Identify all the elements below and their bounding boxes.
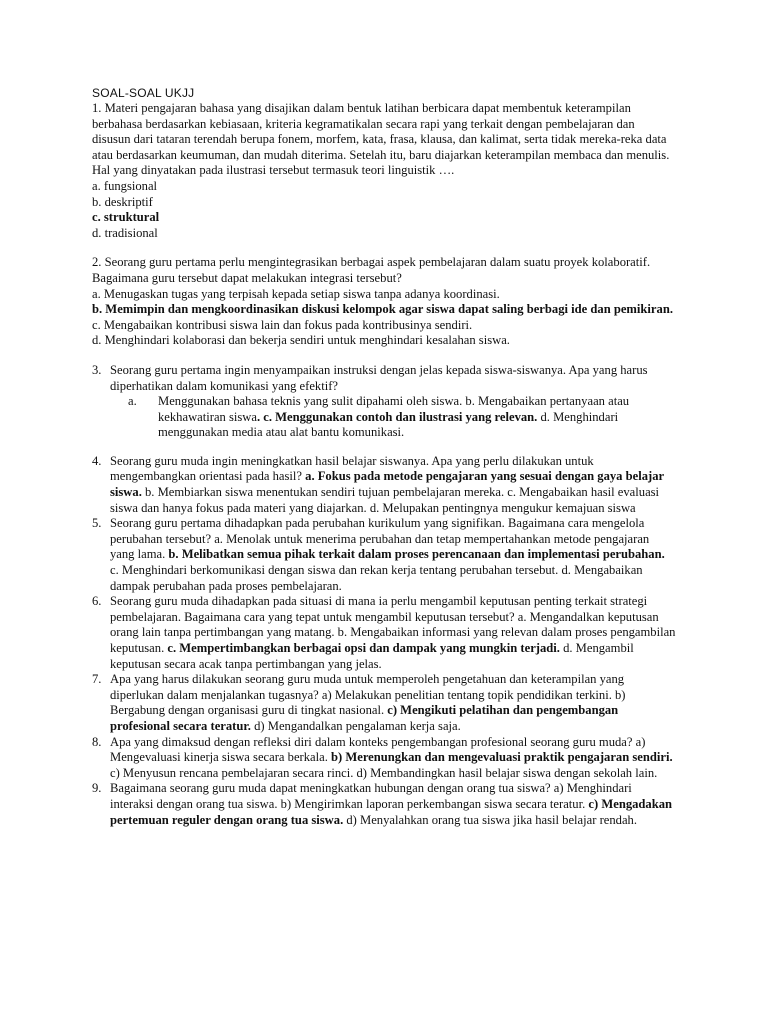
question-7-answer: c) Mengikuti pelatihan dan pengembangan profesional secara teratur.: [110, 703, 619, 733]
question-1-option-d: d. tradisional: [92, 225, 158, 240]
question-1: [92, 101, 676, 241]
question-3-options-text: [158, 394, 676, 441]
question-9-post: d) Menyalahkan orang tua siswa jika hasil belajar rendah.: [343, 812, 637, 827]
question-3: [92, 363, 676, 441]
question-5-answer: b. Melibatkan semua pihak terkait dalam proses perencanaan dan implementasi perubahan.: [168, 547, 665, 562]
question-3-answer: . c. Menggunakan contoh dan ilustrasi yang relevan.: [256, 409, 538, 424]
question-8: [92, 735, 676, 782]
question-5-number: 5.: [92, 516, 102, 531]
question-5-post: c. Menghindari berkomunikasi dengan siswa dan rekan kerja tentang perubahan tersebut. d. Mengabaikan dampak perubahan pada proses pembelajaran.: [110, 563, 643, 593]
question-6-answer: c. Mempertimbangkan berbagai opsi dan dampak yang mungkin terjadi.: [167, 641, 560, 655]
question-5: [92, 516, 676, 594]
question-4-pre: Seorang guru muda ingin meningkatkan hasil belajar siswanya. Apa yang perlu dilakukan untuk mengembangkan orientasi pada hasil?: [110, 453, 594, 484]
question-6-number: 6.: [92, 594, 102, 609]
document-title: SOAL-SOAL UKJJ: [92, 86, 195, 100]
question-4-post: b. Membiarkan siswa menentukan sendiri tujuan pembelajaran mereka. c. Mengabaikan hasil evaluasi siswa dan hanya fokus pada materi yang diajarkan. d. Melupakan pentingnya mengukur kemajuan siswa: [110, 485, 660, 515]
question-2-text: 2. Seorang guru pertama perlu mengintegrasikan berbagai aspek pembelajaran dalam suatu proyek kolaboratif. Bagaimana guru tersebut dapat melakukan integrasi tersebut?: [92, 255, 651, 285]
question-6-post: d. Mengambil keputusan secara acak tanpa pertimbangan yang jelas.: [110, 641, 634, 671]
question-8-number: 8.: [92, 734, 102, 749]
question-2-answer: b. Memimpin dan mengkoordinasikan diskusi kelompok agar siswa dapat saling berbagi ide dan pemikiran.: [92, 302, 673, 317]
question-3-sub-marker: a.: [128, 394, 137, 409]
question-9-number: 9.: [92, 781, 102, 796]
question-6-pre: Seorang guru muda dihadapkan pada situasi di mana ia perlu mengambil keputusan penting terkait strategi pembelajaran. Bagaimana cara yang tepat untuk mengambil keputusan tersebut? a. Mengandalkan keputusan orang lain tanpa pertimbangan yang matang. b. Mengabaikan informasi yang relevan dalam proses pengambilan keputusan.: [110, 594, 676, 655]
question-1-option-c-answer: [92, 210, 676, 226]
question-6: [92, 594, 676, 672]
question-6-text: [110, 594, 676, 672]
question-2-option-c: c. Mengabaikan kontribusi siswa lain dan fokus pada kontribusinya sendiri.: [92, 317, 473, 332]
question-7-pre: Apa yang harus dilakukan seorang guru muda untuk memperoleh pengetahuan dan keterampilan yang diperlukan dalam menjalankan tugasnya? a) Melakukan penelitian tentang topik pendidikan terkini. b) Bergabung dengan organisasi guru di tingkat nasional.: [110, 672, 626, 718]
question-2-option-d: d. Menghindari kolaborasi dan bekerja sendiri untuk menghindari kesalahan siswa.: [92, 333, 510, 348]
question-1-text: 1. Materi pengajaran bahasa yang disajikan dalam bentuk latihan berbicara dapat membentuk keterampilan berbahasa berdasarkan kebiasaan, kriteria kegramatikalan secara rapi yang terkait dengan pembelajaran dan disusun dari tataran terendah berupa fonem, morfem, kata, frasa, klausa, dan kalimat, serta tidak mereka-reka data atau berdasarkan keumuman, dan mudah diterima. Setelah itu, baru diajarkan keterampilan membaca dan menulis. Hal yang dinyatakan pada ilustrasi tersebut termasuk teori linguistik ….: [92, 101, 670, 178]
question-3-number: 3.: [92, 362, 102, 377]
question-9-pre: Bagaimana seorang guru muda dapat meningkatkan hubungan dengan orang tua siswa? a) Menghindari interaksi dengan orang tua siswa. b) Mengirimkan laporan perkembangan siswa secara teratur.: [110, 781, 632, 811]
question-8-post: c) Menyusun rencana pembelajaran secara rinci. d) Membandingkan hasil belajar siswa dengan sekolah lain.: [110, 765, 658, 780]
question-7-number: 7.: [92, 672, 102, 687]
question-1-option-a: a. fungsional: [92, 178, 158, 193]
question-1-option-b: b. deskriptif: [92, 194, 153, 209]
question-2: [92, 255, 676, 349]
question-3-options-pre: Menggunakan bahasa teknis yang sulit dipahami oleh siswa. b. Mengabaikan pertanyaan atau kekhawatiran siswa: [158, 394, 630, 424]
spacer: [92, 349, 676, 363]
question-9-text: [110, 781, 676, 828]
question-8-text: [110, 735, 676, 782]
question-4: [92, 454, 676, 516]
question-2-option-a: a. Menugaskan tugas yang terpisah kepada setiap siswa tanpa adanya koordinasi.: [92, 286, 500, 301]
question-2-option-b-answer: [92, 302, 676, 318]
question-5-pre: Seorang guru pertama dihadapkan pada perubahan kurikulum yang signifikan. Bagaimana cara mengelola perubahan tersebut? a. Menolak untuk menerima perubahan dan tetap mempertahankan metode pengajaran yang lama.: [110, 516, 650, 562]
question-8-pre: Apa yang dimaksud dengan refleksi diri dalam konteks pengembangan profesional seorang guru muda? a) Mengevaluasi kinerja siswa secara berkala.: [110, 734, 646, 765]
question-5-text: [110, 516, 676, 594]
question-3-text: Seorang guru pertama ingin menyampaikan instruksi dengan jelas kepada siswa-siswanya. Apa yang harus diperhatikan dalam komunikasi yang efektif?: [110, 362, 648, 393]
question-8-answer: b) Merenungkan dan mengevaluasi praktik pengajaran sendiri.: [331, 750, 673, 765]
question-7-text: [110, 672, 676, 734]
question-3-options: [110, 394, 676, 441]
question-3-options-post: d. Menghindari menggunakan media atau alat bantu komunikasi.: [158, 409, 619, 440]
question-4-number: 4.: [92, 453, 102, 468]
question-7-post: d) Mengandalkan pengalaman kerja saja.: [250, 718, 461, 733]
spacer: [92, 441, 676, 454]
question-1-answer: c. struktural: [92, 210, 160, 225]
question-9: [92, 781, 676, 828]
spacer: [92, 241, 676, 255]
question-9-answer: c) Mengadakan pertemuan reguler dengan orang tua siswa.: [110, 796, 673, 827]
question-4-text: [110, 454, 676, 516]
question-4-answer: a. Fokus pada metode pengajaran yang sesuai dengan gaya belajar siswa.: [110, 469, 664, 500]
question-7: [92, 672, 676, 734]
